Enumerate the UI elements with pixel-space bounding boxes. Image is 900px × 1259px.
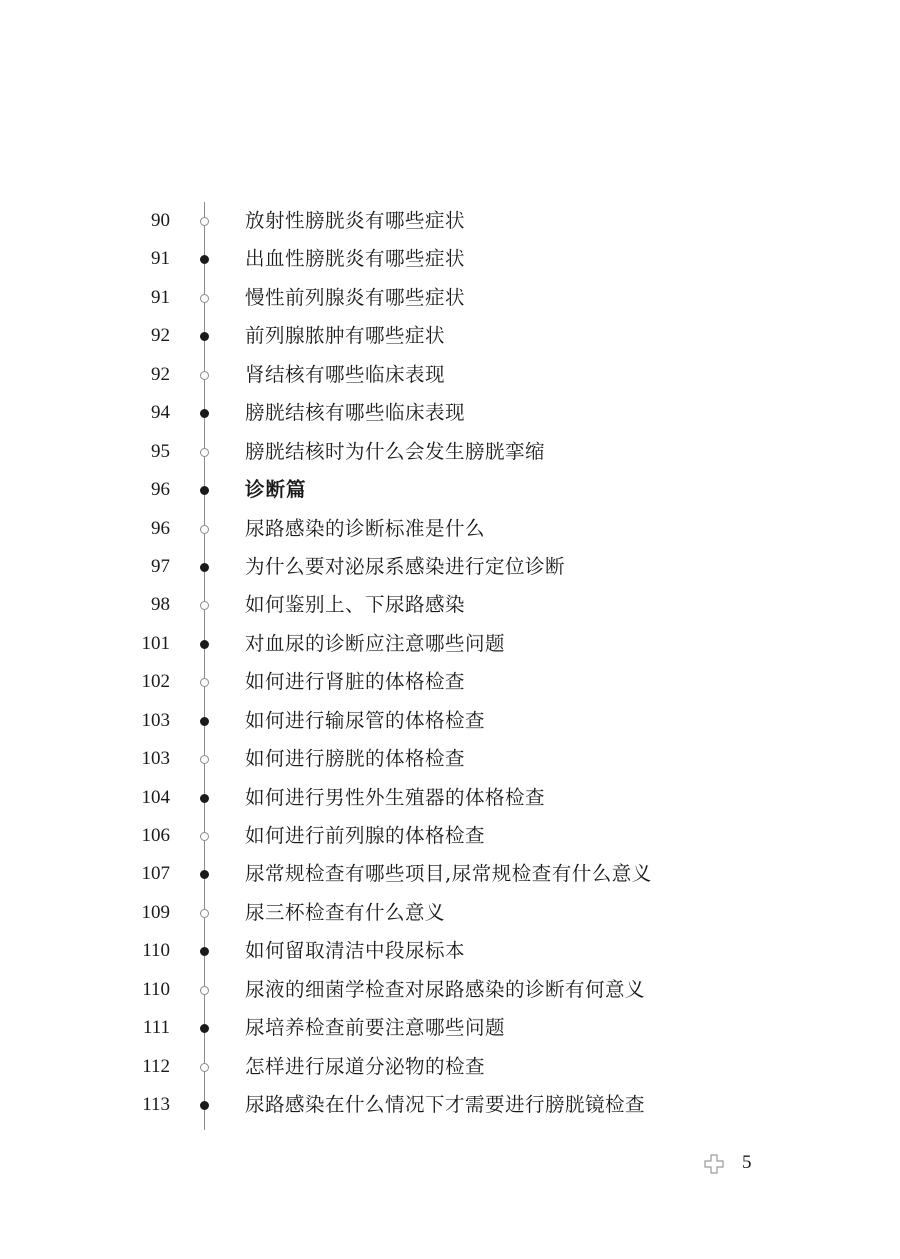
toc-entry[interactable]: [0, 971, 900, 1009]
toc-entry[interactable]: [0, 855, 900, 893]
toc-page-number: 104: [141, 786, 170, 808]
toc-entry[interactable]: [0, 625, 900, 663]
toc-entry-title: 如何进行男性外生殖器的体格检查: [245, 785, 546, 809]
toc-entry-title: 放射性膀胱炎有哪些症状: [245, 209, 466, 232]
filled-dot-icon: [200, 870, 209, 879]
hollow-dot-icon: [200, 601, 209, 610]
toc-entry-title: 尿培养检查前要注意哪些问题: [245, 1016, 506, 1040]
toc-page-number: 111: [142, 1017, 170, 1039]
hollow-dot-icon: [200, 909, 209, 918]
filled-dot-icon: [200, 1101, 209, 1110]
toc-entry-title: 如何鉴别上、下尿路感染: [245, 593, 466, 617]
toc-page-number: 91: [151, 248, 170, 270]
toc-entry[interactable]: [0, 817, 900, 855]
toc-entry-title: 尿液的细菌学检查对尿路感染的诊断有何意义: [245, 977, 646, 1001]
hollow-dot-icon: [200, 371, 209, 380]
toc-entry[interactable]: [0, 740, 900, 778]
filled-dot-icon: [200, 640, 209, 649]
toc-entry[interactable]: [0, 663, 900, 701]
toc-entry-title: 如何进行输尿管的体格检查: [245, 708, 486, 732]
toc-page-number: 96: [151, 479, 170, 501]
filled-dot-icon: [200, 717, 209, 726]
toc-page-number: 110: [142, 978, 170, 1000]
toc-entry-title: 尿路感染的诊断标准是什么: [245, 516, 486, 540]
toc-page-number: 103: [141, 709, 170, 731]
toc-page-number: 107: [141, 863, 170, 885]
toc-entry[interactable]: [0, 279, 900, 317]
toc-entry-title: 为什么要对泌尿系感染进行定位诊断: [245, 554, 566, 578]
toc-page-number: 92: [151, 325, 170, 347]
toc-entry[interactable]: [0, 394, 900, 432]
toc-entry-title: 出血性膀胱炎有哪些症状: [245, 247, 466, 271]
toc-page-number: 113: [142, 1094, 170, 1116]
filled-dot-icon: [200, 486, 209, 495]
toc-entry[interactable]: [0, 586, 900, 624]
hollow-dot-icon: [200, 294, 209, 303]
toc-page-number: 109: [141, 901, 170, 923]
toc-page-number: 106: [141, 825, 170, 846]
toc-entry[interactable]: [0, 779, 900, 817]
table-of-contents: [0, 202, 900, 1125]
toc-page-number: 90: [151, 210, 170, 231]
toc-entry[interactable]: [0, 317, 900, 355]
hollow-dot-icon: [200, 986, 209, 995]
toc-entry[interactable]: [0, 932, 900, 970]
hollow-dot-icon: [200, 448, 209, 457]
toc-entry[interactable]: [0, 1009, 900, 1047]
hollow-dot-icon: [200, 1063, 209, 1072]
filled-dot-icon: [200, 409, 209, 418]
hollow-dot-icon: [200, 525, 209, 534]
toc-page-number: 97: [151, 555, 170, 577]
toc-entry-title: 如何留取清洁中段尿标本: [245, 939, 466, 963]
filled-dot-icon: [200, 563, 209, 572]
toc-entry-title: 膀胱结核有哪些临床表现: [245, 401, 466, 425]
filled-dot-icon: [200, 794, 209, 803]
filled-dot-icon: [200, 332, 209, 341]
toc-page-number: 95: [151, 440, 170, 462]
toc-entry-title: 尿三杯检查有什么意义: [245, 900, 446, 924]
toc-page-number: 101: [141, 632, 170, 654]
toc-page-number: 112: [142, 1055, 170, 1077]
toc-entry-title: 肾结核有哪些临床表现: [245, 362, 446, 386]
toc-page-number: 96: [151, 517, 170, 539]
toc-page-number: 94: [151, 402, 170, 424]
toc-page-number: 92: [151, 363, 170, 385]
hollow-dot-icon: [200, 217, 209, 226]
toc-entry-title: 如何进行膀胱的体格检查: [245, 747, 466, 771]
toc-entry-title: 慢性前列腺炎有哪些症状: [245, 285, 466, 309]
toc-entry[interactable]: [0, 510, 900, 548]
toc-entry[interactable]: [0, 1048, 900, 1086]
hollow-dot-icon: [200, 832, 209, 841]
toc-entry-title: 诊断篇: [245, 478, 307, 502]
toc-entry[interactable]: [0, 702, 900, 740]
toc-page-number: 102: [141, 671, 170, 693]
toc-page-number: 110: [142, 940, 170, 962]
page-number: 5: [742, 1152, 752, 1173]
toc-entry-title: 膀胱结核时为什么会发生膀胱挛缩: [245, 439, 546, 463]
toc-entry-title: 如何进行肾脏的体格检查: [245, 670, 466, 694]
toc-section-heading[interactable]: [0, 471, 900, 509]
toc-page-number: 91: [151, 286, 170, 308]
hollow-dot-icon: [200, 678, 209, 687]
toc-entry-title: 如何进行前列腺的体格检查: [245, 824, 486, 847]
toc-entry-title: 尿常规检查有哪些项目,尿常规检查有什么意义: [245, 862, 652, 886]
toc-entry-title: 尿路感染在什么情况下才需要进行膀胱镜检查: [245, 1093, 646, 1117]
filled-dot-icon: [200, 1024, 209, 1033]
toc-entry-title: 前列腺脓肿有哪些症状: [245, 324, 446, 348]
filled-dot-icon: [200, 255, 209, 264]
toc-entry[interactable]: [0, 433, 900, 471]
toc-entry[interactable]: [0, 202, 900, 240]
toc-entry[interactable]: [0, 548, 900, 586]
toc-entry-title: 对血尿的诊断应注意哪些问题: [245, 631, 506, 655]
filled-dot-icon: [200, 947, 209, 956]
toc-entry[interactable]: [0, 1086, 900, 1124]
medical-cross-icon: [704, 1154, 724, 1174]
toc-entry[interactable]: [0, 240, 900, 278]
toc-entry[interactable]: [0, 356, 900, 394]
hollow-dot-icon: [200, 755, 209, 764]
toc-page-number: 98: [151, 594, 170, 616]
toc-page-number: 103: [141, 748, 170, 770]
toc-entry-title: 怎样进行尿道分泌物的检查: [245, 1054, 486, 1078]
toc-entry[interactable]: [0, 894, 900, 932]
